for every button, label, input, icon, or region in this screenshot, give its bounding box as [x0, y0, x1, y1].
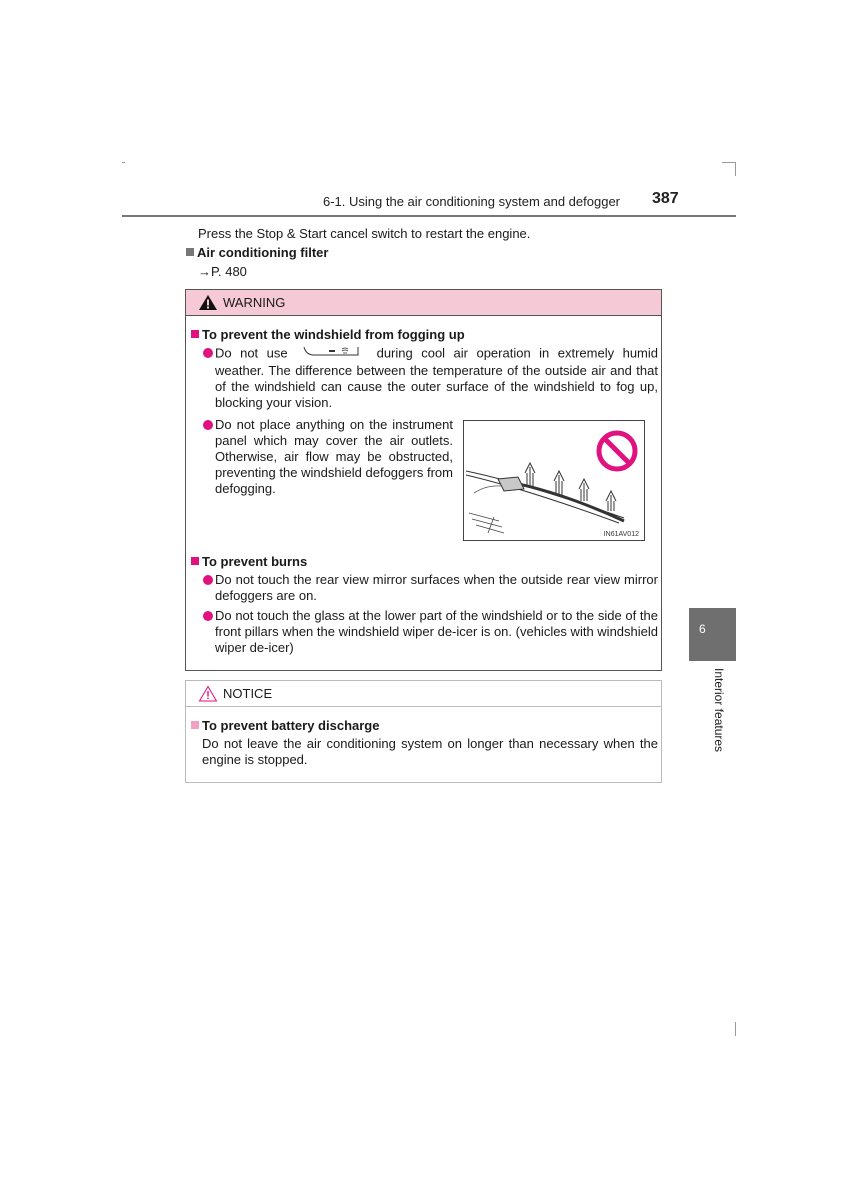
page-number: 387 — [652, 190, 679, 207]
warning-label: WARNING — [223, 295, 286, 310]
bullet-dot-icon — [203, 575, 213, 585]
illustration-code: IN61AV012 — [603, 531, 639, 538]
header-rule — [122, 215, 736, 217]
bullet-dot-icon — [203, 348, 213, 358]
bullet1-pre-text: Do not use — [215, 345, 288, 361]
square-bullet-icon — [186, 248, 194, 256]
battery-heading — [191, 718, 379, 733]
fogging-bullet-1 — [203, 345, 658, 411]
dashboard-illustration-graphic — [464, 421, 644, 540]
square-bullet-icon — [191, 557, 199, 565]
chapter-number: 6 — [699, 622, 706, 636]
dashboard-illustration — [463, 420, 645, 541]
fogging-heading — [191, 327, 465, 342]
square-bullet-icon — [191, 330, 199, 338]
notice-label: NOTICE — [223, 686, 273, 701]
crop-mark — [722, 162, 736, 163]
filter-heading — [186, 245, 328, 261]
square-bullet-icon — [191, 721, 199, 729]
filter-heading-text: Air conditioning filter — [197, 245, 329, 260]
burns-bullet-1 — [203, 572, 658, 606]
bullet2-text: Do not place anything on the instrument panel which may cover the air outlets. Otherwise, air flow may be obstructed, preventing the windshield defoggers from defogging. — [215, 417, 453, 496]
burns-heading-text: To prevent burns — [202, 554, 308, 569]
battery-heading-text: To prevent battery discharge — [202, 718, 380, 733]
burns-bullet-2-text: Do not touch the glass at the lower part of the windshield or to the side of the front pillars when the windshield wiper de-icer is on. (vehicles with windshield wiper de-icer) — [215, 608, 658, 655]
bullet-dot-icon — [203, 611, 213, 621]
burns-bullet-1-text: Do not touch the rear view mirror surfaces when the outside rear view mirror defoggers are on. — [215, 572, 658, 603]
crop-mark — [735, 1022, 736, 1036]
chapter-label: Interior features — [712, 668, 726, 753]
fogging-heading-text: To prevent the windshield from fogging up — [202, 327, 465, 342]
prohibited-icon — [599, 433, 635, 469]
filter-ref: →P. 480 — [198, 264, 247, 279]
restart-text: Press the Stop & Start cancel switch to restart the engine. — [198, 226, 531, 241]
defogger-button-icon — [302, 345, 362, 363]
bullet-dot-icon — [203, 420, 213, 430]
bullet1-post-text: during cool air operation in extremely humid weather. The difference between the temperature of the outside air and that of the windshield can cause the outer surface of the windshield to fog up, blocking your vision. — [215, 345, 658, 410]
burns-heading — [191, 554, 307, 569]
warning-header — [186, 290, 661, 316]
chapter-tab[interactable] — [689, 608, 736, 661]
warning-triangle-icon — [198, 294, 218, 316]
notice-triangle-icon — [198, 685, 218, 707]
notice-header — [186, 681, 661, 707]
crop-mark — [122, 162, 125, 163]
crop-mark — [735, 162, 736, 176]
burns-bullet-2 — [203, 608, 658, 658]
fogging-bullet-2 — [203, 417, 453, 497]
battery-text: Do not leave the air conditioning system on longer than necessary when the engine is stopped. — [202, 736, 658, 767]
section-title: 6-1. Using the air conditioning system and defogger — [323, 194, 621, 209]
notice-box — [185, 680, 662, 783]
